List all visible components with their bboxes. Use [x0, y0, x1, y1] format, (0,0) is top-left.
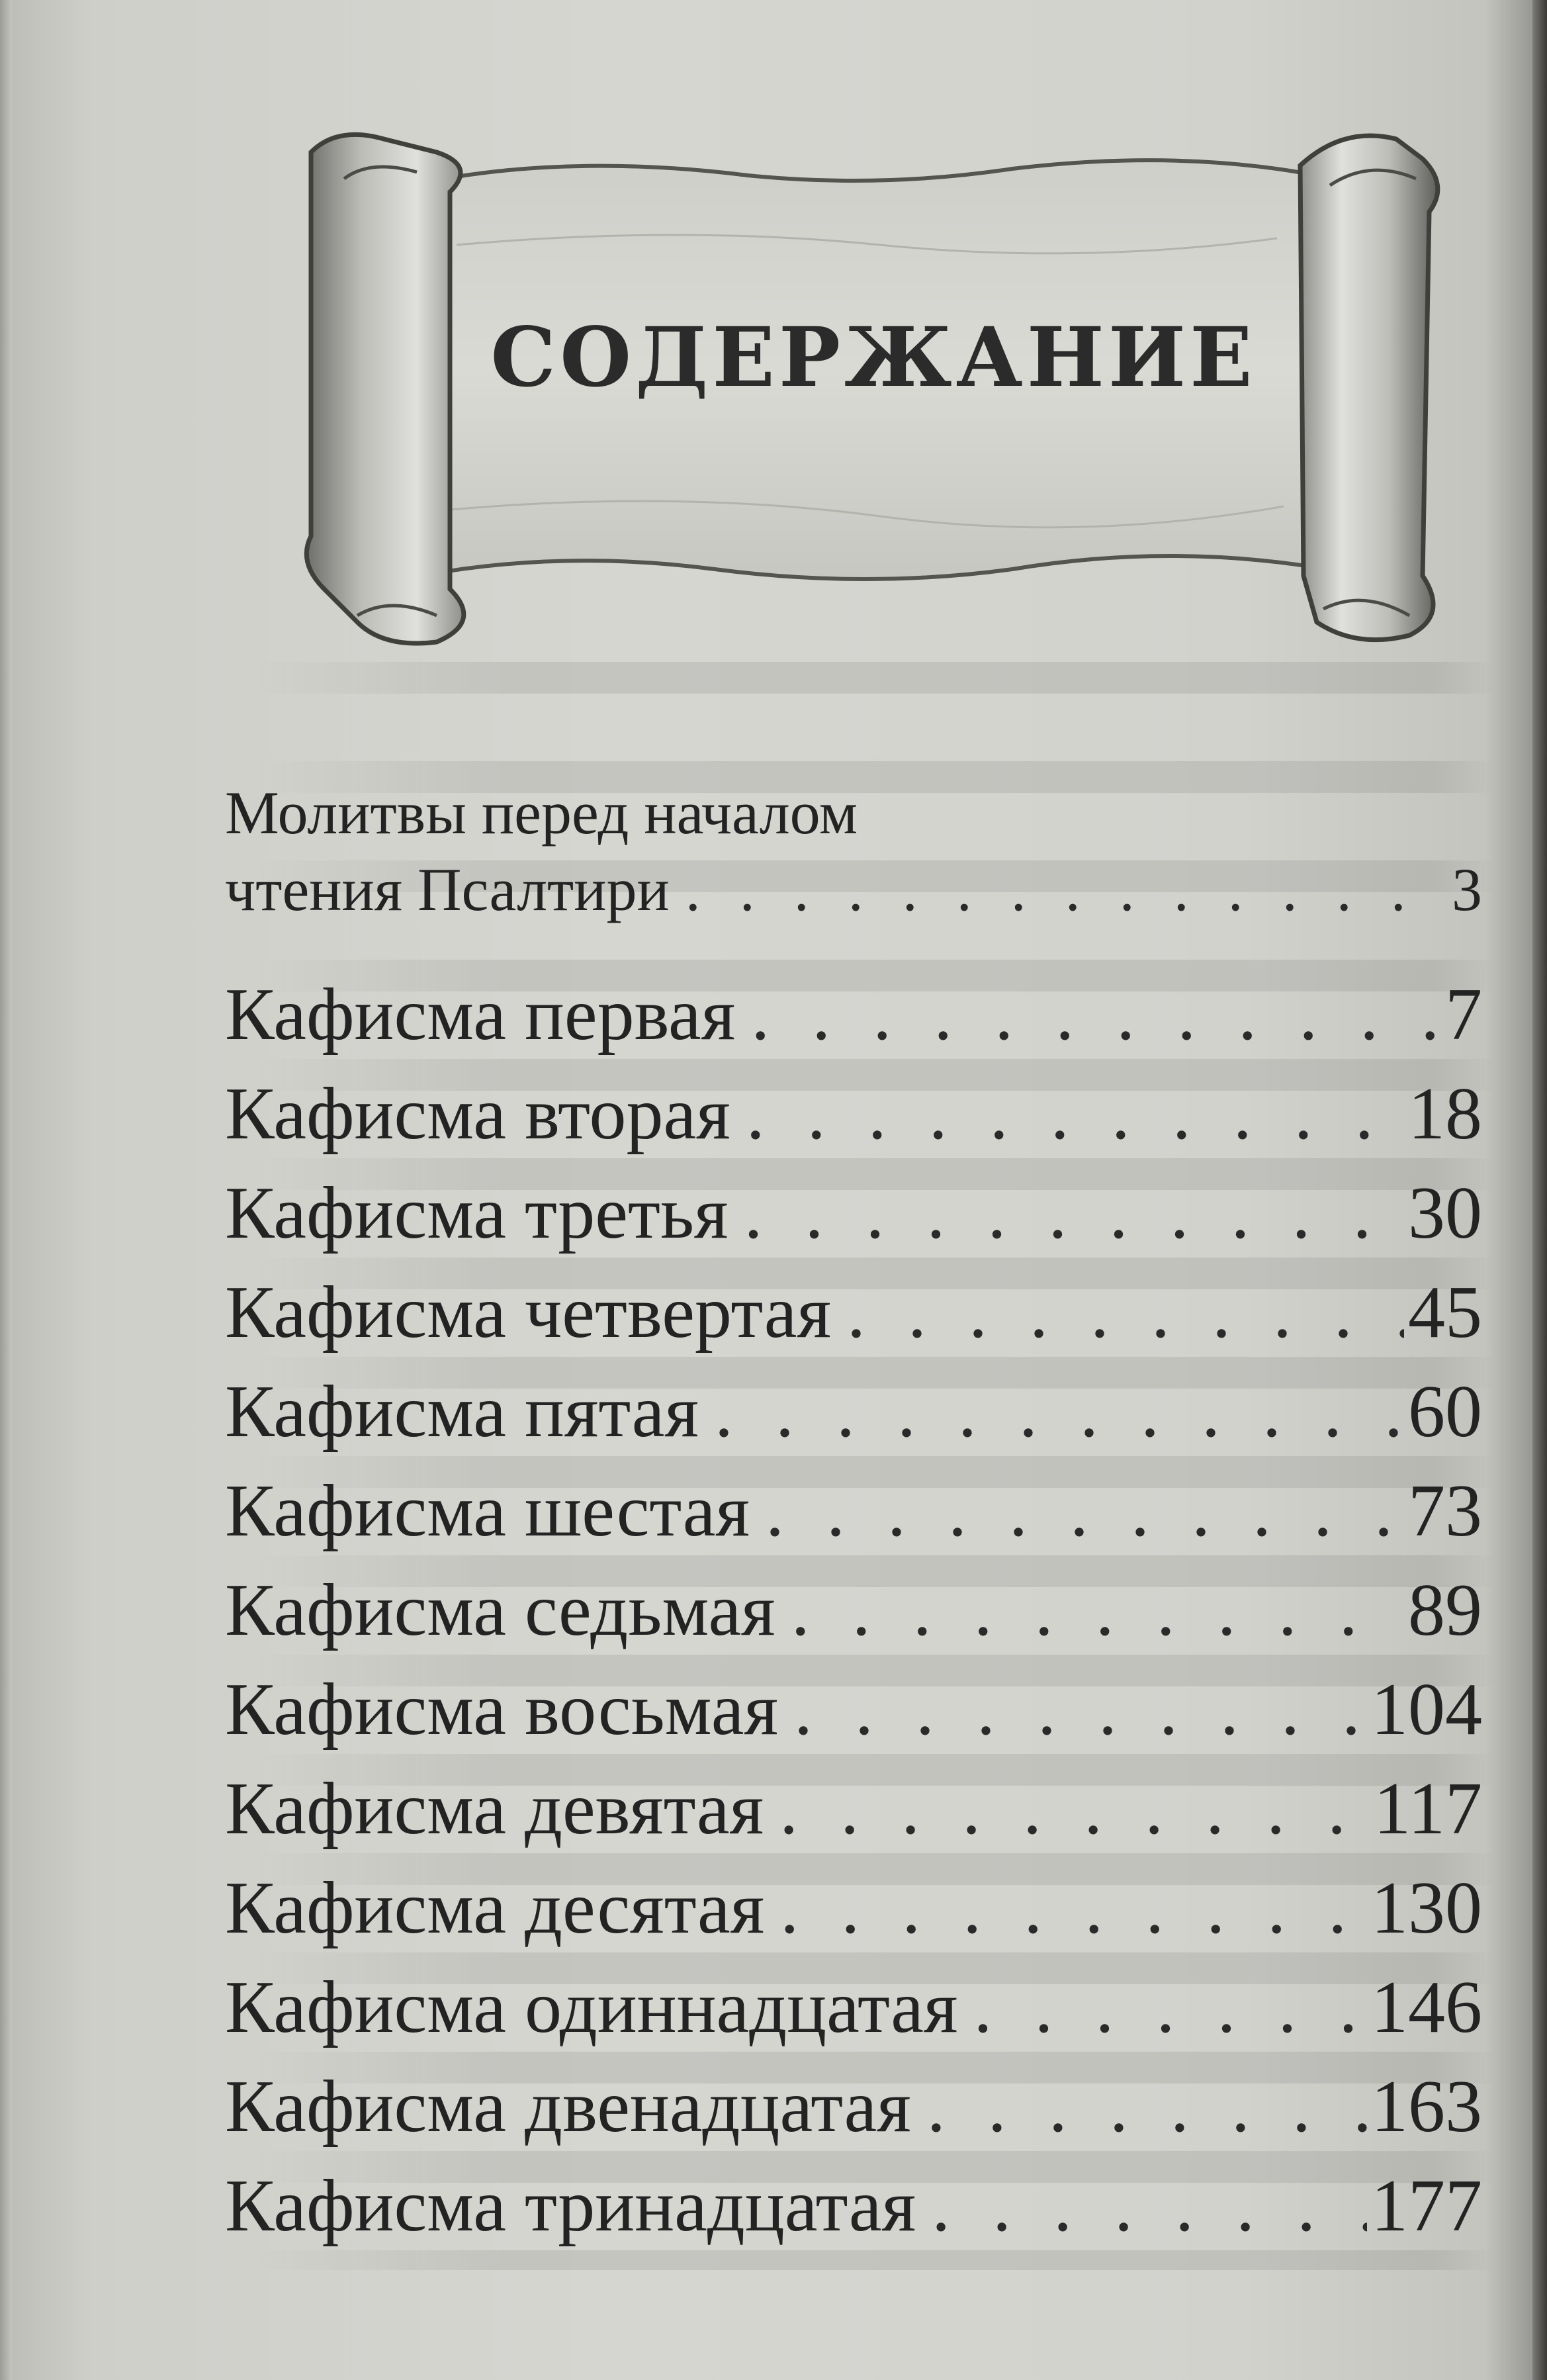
toc-entry-label: Кафисма четвертая — [225, 1271, 831, 1353]
dot-leader — [791, 1561, 1404, 1660]
dot-leader — [794, 1660, 1367, 1759]
toc-page-number: 104 — [1371, 1669, 1482, 1751]
toc-entry-label: Кафисма десятая — [225, 1867, 765, 1949]
book-spine-edge — [1532, 0, 1547, 2380]
toc-entry-label: Кафисма третья — [225, 1172, 729, 1254]
dot-leader — [751, 965, 1438, 1064]
toc-entry-label: Кафисма восьмая — [225, 1669, 779, 1751]
toc-page-number: 60 — [1408, 1371, 1482, 1453]
toc-page-number: 177 — [1371, 2165, 1482, 2247]
toc-entry[interactable] — [225, 1064, 1482, 1164]
toc-entry-label: Кафисма вторая — [225, 1073, 730, 1155]
toc-page-number: 3 — [1452, 856, 1482, 923]
toc-entry[interactable] — [225, 1759, 1482, 1858]
toc-entry[interactable] — [225, 1858, 1482, 1958]
dot-leader — [927, 2057, 1367, 2156]
dot-leader — [715, 1362, 1404, 1461]
toc-entry[interactable] — [225, 965, 1482, 1064]
toc-page-number: 89 — [1408, 1569, 1482, 1651]
toc-entry-label: Кафисма пятая — [225, 1371, 699, 1453]
dot-leader — [766, 1461, 1404, 1561]
toc-page-number: 30 — [1408, 1172, 1482, 1254]
toc-entry-label: Кафисма одиннадцатая — [225, 1966, 958, 2048]
toc-entry[interactable] — [225, 1263, 1482, 1362]
dot-leader — [780, 1858, 1367, 1958]
toc-entry-list — [225, 965, 1482, 2256]
toc-entry-label: Кафисма шестая — [225, 1470, 750, 1552]
toc-page-number: 117 — [1374, 1768, 1482, 1850]
toc-page-number: 163 — [1371, 2066, 1482, 2148]
toc-entry[interactable] — [225, 1461, 1482, 1561]
toc-entry-prayers[interactable] — [225, 774, 1482, 928]
toc-entry-label: Кафисма тринадцатая — [225, 2165, 916, 2247]
toc-entry[interactable] — [225, 1660, 1482, 1759]
toc-entry[interactable] — [225, 1561, 1482, 1660]
toc-page-number: 45 — [1408, 1271, 1482, 1353]
dot-leader — [746, 1064, 1404, 1164]
dot-leader — [779, 1759, 1370, 1858]
dot-leader — [744, 1164, 1404, 1263]
toc-entry[interactable] — [225, 2156, 1482, 2256]
toc-page-number: 18 — [1408, 1073, 1482, 1155]
toc-entry[interactable] — [225, 1164, 1482, 1263]
table-of-contents — [225, 774, 1482, 2256]
toc-page-number: 130 — [1371, 1867, 1482, 1949]
toc-page-number: 73 — [1408, 1470, 1482, 1552]
toc-entry-label: Кафисма девятая — [225, 1768, 764, 1850]
toc-entry-label: Кафисма двенадцатая — [225, 2066, 911, 2148]
toc-entry-label-line2: чтения Псалтири — [225, 856, 670, 923]
toc-page-number: 7 — [1445, 974, 1482, 1056]
page-edge-left — [0, 0, 12, 2380]
toc-page-number: 146 — [1371, 1966, 1482, 2048]
dot-leader — [847, 1263, 1404, 1362]
dot-leader — [932, 2156, 1367, 2256]
toc-entry-label-line1: Молитвы перед началом — [225, 779, 858, 847]
dot-leader — [974, 1958, 1367, 2057]
dot-leader — [685, 851, 1438, 928]
toc-entry[interactable] — [225, 2057, 1482, 2156]
toc-entry-label: Кафисма первая — [225, 974, 736, 1056]
page-title: СОДЕРЖАНИЕ — [490, 309, 1257, 406]
toc-entry-label: Кафисма седьмая — [225, 1569, 775, 1651]
toc-entry[interactable] — [225, 1362, 1482, 1461]
toc-entry[interactable] — [225, 1958, 1482, 2057]
